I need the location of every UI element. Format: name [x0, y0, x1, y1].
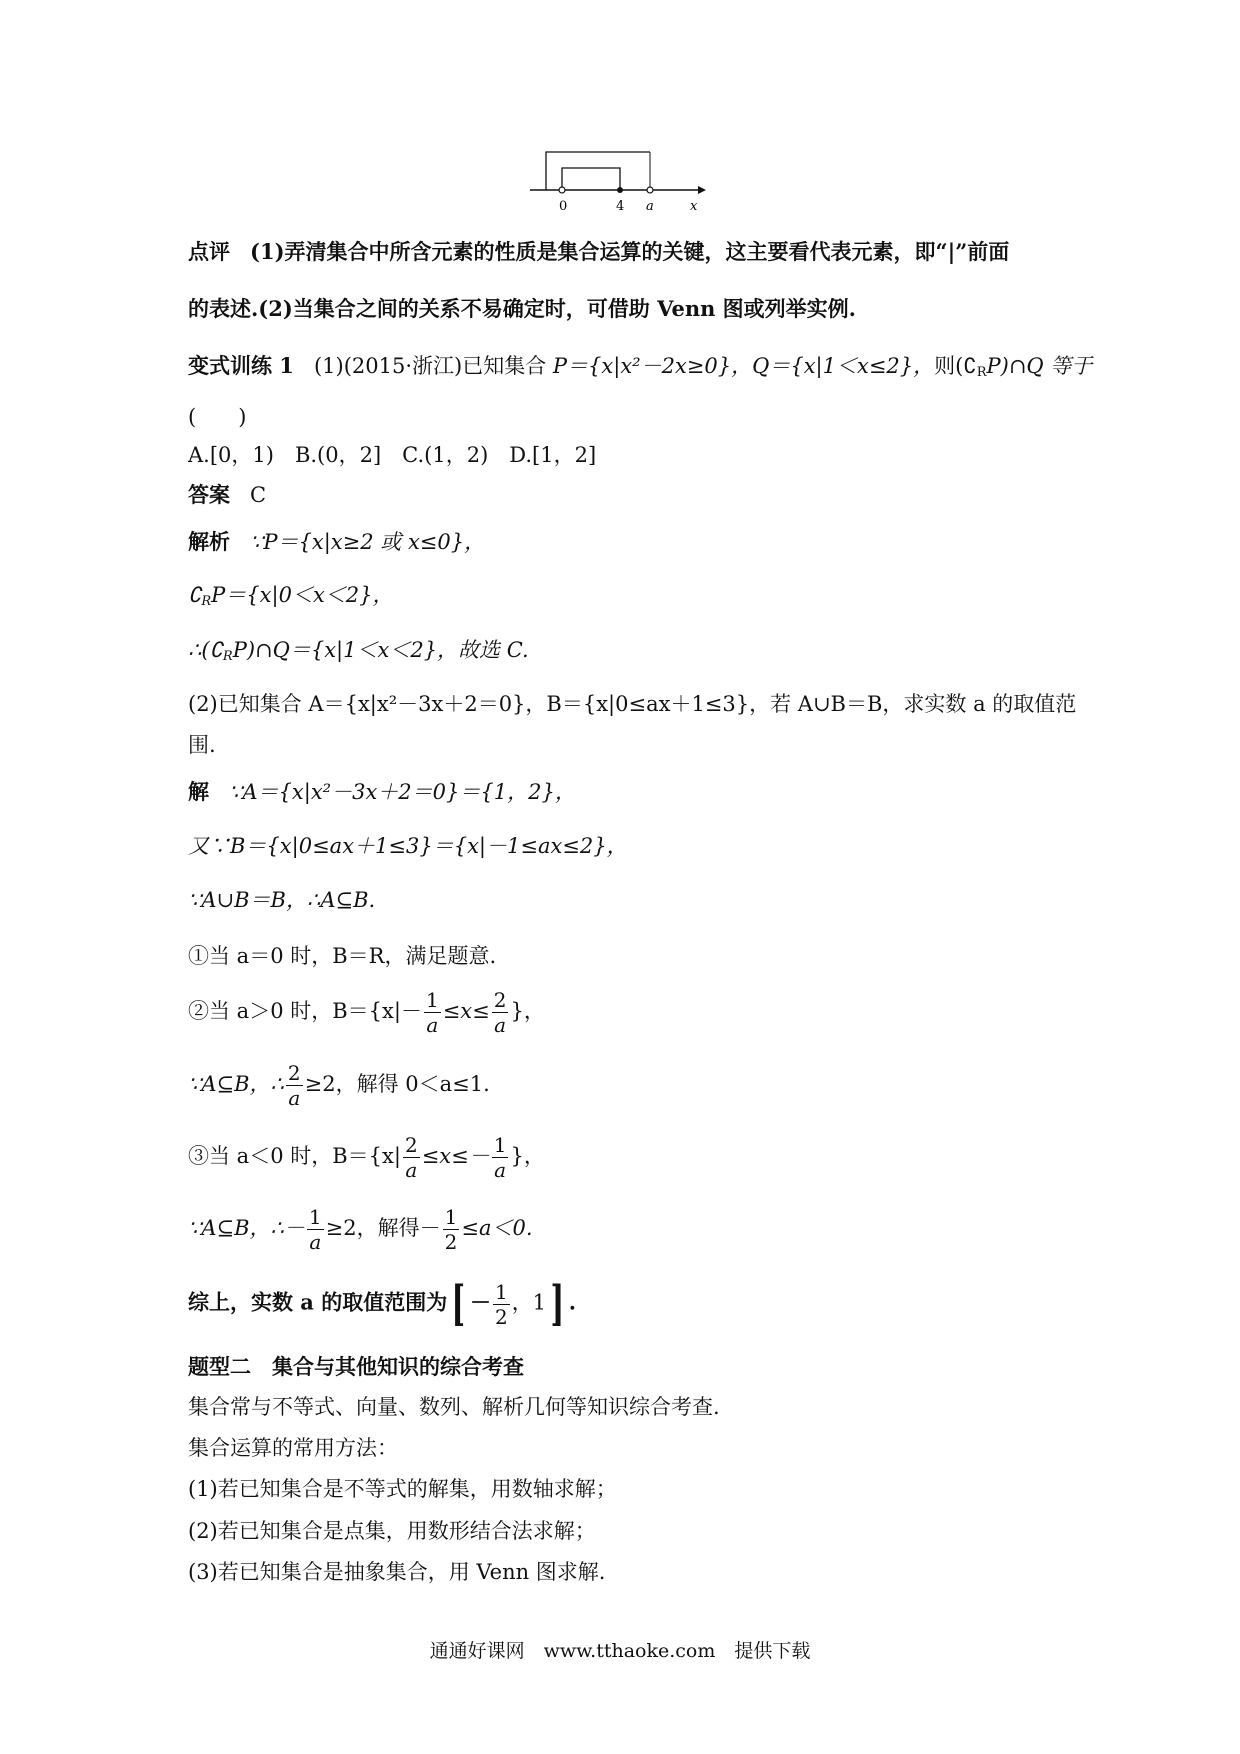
question-1-ask-tail: P)∩Q 等于: [986, 354, 1093, 378]
frac-den: a: [288, 1086, 301, 1110]
s5-mid: ≤x≤: [442, 999, 490, 1023]
question-1-sets: P＝{x|x²－2x≥0}，Q＝{x|1＜x≤2}，: [552, 354, 935, 378]
frac-num: 1: [493, 1133, 507, 1157]
section-2-para-3: (1)若已知集合是不等式的解集，用数轴求解；: [188, 1477, 617, 1501]
s9-end: .: [568, 1289, 577, 1315]
frac-den: a: [309, 1230, 322, 1254]
question-1-ask-sub: R: [976, 365, 987, 380]
fraction-1-over-a: [424, 990, 441, 1035]
solution-line-7: [188, 1135, 545, 1180]
question-1-head: (1)(2015·浙江)已知集合: [313, 354, 547, 378]
solution-line-6: [188, 1063, 490, 1108]
frac-num: 2: [404, 1133, 418, 1157]
question-2-line-1: (2)已知集合 A＝{x|x²－3x＋2＝0}，B＝{x|0≤ax＋1≤3}，若 A∪B＝B，求实数 a 的取值范: [188, 692, 1077, 716]
frac-den: 2: [444, 1230, 458, 1254]
frac-num: 1: [444, 1205, 458, 1229]
fraction-1-over-a: [492, 1135, 509, 1180]
analysis-text-1: ∵P＝{x|x≥2 或 x≤0}，: [250, 530, 486, 554]
right-bracket: ]: [550, 1276, 565, 1332]
answer-paren: ( ): [188, 405, 247, 429]
analysis-line-3: [188, 640, 529, 663]
section-2-title: 题型二 集合与其他知识的综合考查: [188, 1354, 524, 1379]
fraction-1-over-2: [493, 1279, 510, 1329]
fraction-2-over-a: [403, 1135, 420, 1180]
s6-b: ≥2，解得 0＜a≤1.: [304, 1072, 490, 1096]
frac-den: a: [405, 1158, 418, 1182]
answer-line: [188, 484, 266, 506]
section-2-para-4: (2)若已知集合是点集，用数形结合法求解；: [188, 1519, 596, 1543]
s9-tail: ，1: [511, 1290, 547, 1315]
comment-text-1: (1)弄清集合中所含元素的性质是集合运算的关键，这主要看代表元素，即“|”前面: [250, 239, 1010, 264]
tick-label-0: 0: [559, 199, 568, 214]
fraction-2-over-a: [492, 990, 509, 1035]
frac-den: a: [494, 1158, 507, 1182]
analysis-3-a: ∴(∁: [188, 638, 223, 662]
s9-minus: －: [469, 1289, 491, 1315]
frac-num: 2: [493, 988, 507, 1012]
frac-den: a: [494, 1013, 507, 1037]
s5-a: ②当 a＞0 时，B＝{x|－: [188, 999, 422, 1023]
analysis-line-2: [188, 585, 394, 608]
analysis-label: 解析: [188, 529, 230, 554]
solution-text-1: ∵A＝{x|x²－3x＋2＝0}＝{1，2}，: [229, 780, 576, 804]
solution-line-3: ∵A∪B＝B，∴A⊆B.: [188, 888, 376, 912]
solution-line-9: [188, 1276, 577, 1332]
fraction-1-over-2: [443, 1207, 460, 1252]
fraction-1-over-a: [307, 1207, 324, 1252]
solution-line-2: 又∵B＝{x|0≤ax＋1≤3}＝{x|－1≤ax≤2}，: [188, 834, 628, 858]
analysis-line-1: [188, 531, 485, 553]
analysis-3-sub: R: [222, 649, 233, 664]
solution-line-8: [188, 1207, 533, 1252]
analysis-2-sub: R: [201, 594, 212, 609]
frac-den: 2: [494, 1304, 508, 1329]
analysis-3-b: P)∩Q＝{x|1＜x＜2}，故选 C.: [232, 638, 529, 662]
comment-line-2: 的表述.(2)当集合之间的关系不易确定时，可借助 Venn 图或列举实例.: [188, 296, 856, 321]
s8-mid: ≥2，解得－: [325, 1216, 441, 1240]
exercise-label: 变式训练 1: [188, 353, 294, 378]
solution-line-1: [188, 781, 576, 803]
comment-line-1: [188, 241, 1009, 263]
comment-label: 点评: [188, 239, 230, 264]
number-line-figure: [530, 140, 710, 220]
section-2-para-1: 集合常与不等式、向量、数列、解析几何等知识综合考查.: [188, 1395, 720, 1419]
answer-value: C: [250, 483, 267, 507]
frac-num: 1: [425, 988, 439, 1012]
s7-end: }，: [510, 1144, 545, 1168]
question-1-ask: 则(∁: [934, 354, 977, 378]
solution-line-4: ①当 a＝0 时，B＝R，满足题意.: [188, 944, 497, 968]
section-2-para-5: (3)若已知集合是抽象集合，用 Venn 图求解.: [188, 1560, 606, 1584]
page-footer: 通通好课网 www.tthaoke.com 提供下载: [429, 1640, 811, 1662]
section-2-para-2: 集合运算的常用方法：: [188, 1436, 398, 1460]
frac-num: 2: [287, 1061, 301, 1085]
answer-label: 答案: [188, 482, 230, 507]
analysis-2-b: P＝{x|0＜x＜2}，: [211, 583, 394, 607]
axis-label-x: x: [690, 199, 698, 214]
s8-a: ∵A⊆B，∴－: [188, 1216, 305, 1240]
s7-mid: ≤x≤－: [421, 1144, 490, 1168]
fraction-2-over-a: [286, 1063, 303, 1108]
answer-options: A.[0，1) B.(0，2] C.(1，2) D.[1，2]: [188, 443, 597, 467]
solution-line-5: [188, 990, 545, 1035]
s8-end: ≤a＜0.: [461, 1216, 533, 1240]
s5-end: }，: [510, 999, 545, 1023]
solution-label: 解: [188, 779, 209, 804]
analysis-2-a: ∁: [188, 583, 202, 607]
question-2-line-2: 围.: [188, 733, 216, 757]
s9-a: 综上，实数 a 的取值范围为: [188, 1289, 448, 1315]
tick-label-4: 4: [616, 199, 625, 214]
exercise-question-1: [188, 355, 1092, 379]
frac-num: 1: [494, 1279, 508, 1304]
tick-label-a: a: [646, 199, 654, 214]
frac-den: a: [426, 1013, 439, 1037]
left-bracket: [: [451, 1276, 466, 1332]
s7-a: ③当 a＜0 时，B＝{x|: [188, 1144, 401, 1168]
s6-a: ∵A⊆B，∴: [188, 1072, 284, 1096]
frac-num: 1: [308, 1205, 322, 1229]
